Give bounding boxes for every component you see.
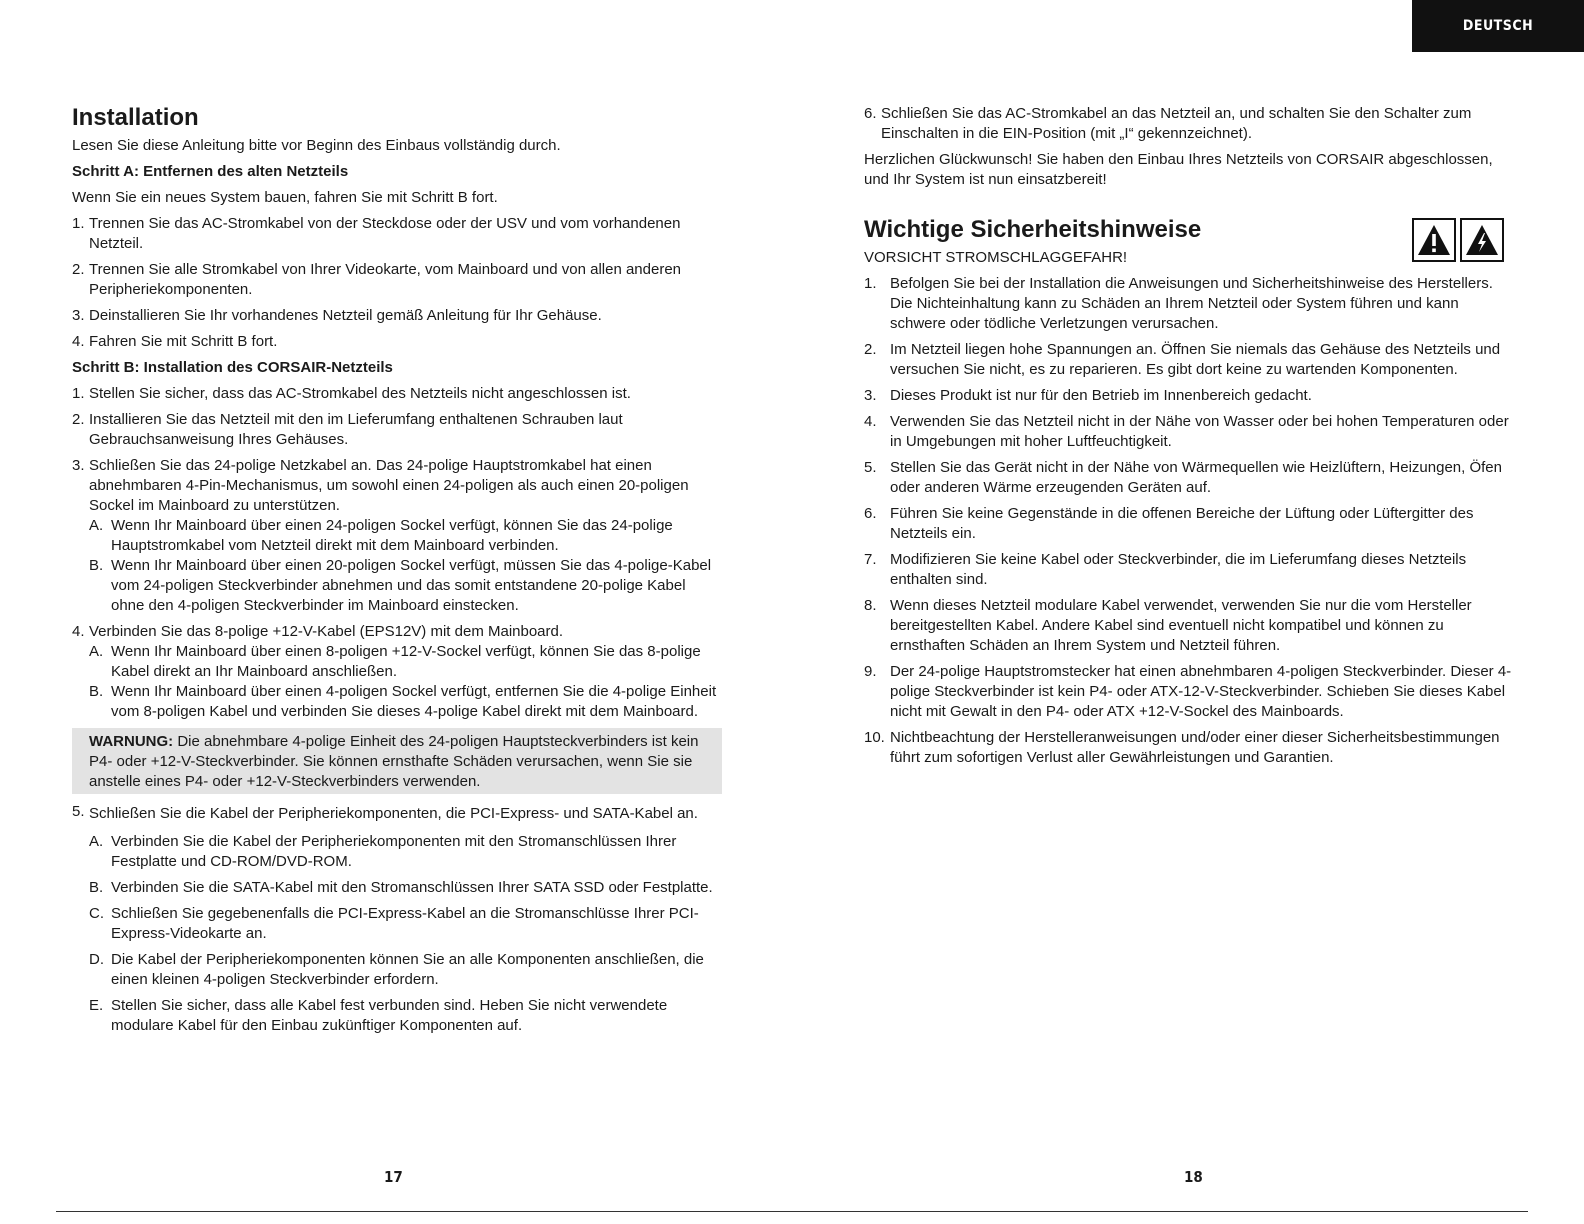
sublist-item: A. Wenn Ihr Mainboard über einen 8-poligen +12-V-Sockel verfügt, können Sie das 8-polige Kabel direkt an Ihr Mainboard anschließen. <box>89 643 701 680</box>
step-a-list <box>72 214 722 352</box>
sublist <box>89 642 722 722</box>
warning-text: Die abnehmbare 4-polige Einheit des 24-poligen Hauptsteckverbinders ist kein P4- oder +12-V-Steckverbinder. Sie können ernsthafte Schäden verursachen, wenn Sie sie anstelle eines P4- oder +12-V-Steckverbinders verwenden. <box>89 733 699 790</box>
sublist-item: E. Stellen Sie sicher, dass alle Kabel fest verbunden sind. Heben Sie nicht verwendete modulare Kabel für den Einbau zukünftiger Komponenten auf. <box>89 997 668 1034</box>
step-b-list <box>72 384 722 722</box>
safety-title: Wichtige Sicherheitshinweise <box>864 216 1202 243</box>
list-item: 6. Schließen Sie das AC-Stromkabel an das Netzteil an, und schalten Sie den Schalter zum Einschalten in die EIN-Position (mit „I“ gekennzeichnet). <box>864 105 1472 142</box>
list-item: 2. Im Netzteil liegen hohe Spannungen an. Öffnen Sie niemals das Gehäuse des Netzteils und versuchen Sie nicht, es zu reparieren. Es gibt dort keine zu wartenden Komponenten. <box>864 341 1501 378</box>
list-item: 2. Trennen Sie alle Stromkabel von Ihrer Videokarte, vom Mainboard und von allen anderen Peripheriekomponenten. <box>72 261 682 298</box>
list-item: 5. Schließen Sie die Kabel der Peripheriekomponenten, die PCI-Express- und SATA-Kabel an. A. Verbinden Sie die Kabel der Peripheriekomponenten mit den Stromanschlüssen Ihrer Festplatte und CD-ROM/DVD-ROM. B. Verbinden Sie die SATA-Kabel mit den Stromanschlüssen Ihrer SATA SSD oder Festplatte. C. Schließen Sie gegebenenfalls die PCI-Express-Kabel an die Stromanschlüsse Ihrer PCI-Express-Videokarte an. D. Die Kabel der Peripheriekomponenten können Sie an alle Komponenten anschließen, die einen kleinen 4-poligen Steckverbinder erfordern. E. Stellen Sie sicher, dass alle Kabel fest verbunden sind. Heben Sie nicht verwendete modulare Kabel für den Einbau zukünftiger Komponenten auf. <box>72 802 722 1036</box>
step-b-heading: Schritt B: Installation des CORSAIR-Netzteils <box>72 359 393 376</box>
list-item: 4. Fahren Sie mit Schritt B fort. <box>72 333 278 350</box>
sublist-item: B. Wenn Ihr Mainboard über einen 20-poligen Sockel verfügt, müssen Sie das 4-polige-Kabel vom 24-poligen Steckverbinder abnehmen und das somit entstandene 20-polige Kabel ohne den 4-poligen Steckverbinder im Mainboard einstecken. <box>89 557 712 614</box>
page-number-right: 18 <box>1184 1168 1203 1186</box>
list-item: 9. Der 24-polige Hauptstromstecker hat einen abnehmbaren 4-poligen Steckverbinder. Dieser 4-polige Steckverbinder ist kein P4- oder ATX-12-V-Steckverbinder. Schieben Sie dieses Kabel nicht mit Gewalt in den P4- oder ATX +12-V-Sockel des Mainboards. <box>864 663 1512 720</box>
list-item: 5. Stellen Sie das Gerät nicht in der Nähe von Wärmequellen wie Heizlüftern, Heizungen, Öfen oder anderen Wärme erzeugenden Geräten auf. <box>864 459 1502 496</box>
right-page-column <box>864 104 1514 774</box>
list-item: 2. Installieren Sie das Netzteil mit den im Lieferumfang enthaltenen Schrauben laut Gebrauchsanweisung Ihres Gehäuses. <box>72 411 623 448</box>
list-item: 10. Nichtbeachtung der Herstelleranweisungen und/oder einer dieser Sicherheitsbestimmungen führt zum sofortigen Verlust aller Gewährleistungen und Garantien. <box>864 729 1500 766</box>
warning-box <box>72 728 722 794</box>
step-b-list-cont <box>72 802 722 1036</box>
sublist <box>89 832 722 1036</box>
language-tab <box>1412 0 1584 52</box>
list-item: 4. Verbinden Sie das 8-polige +12-V-Kabel (EPS12V) mit dem Mainboard. A. Wenn Ihr Mainboard über einen 8-poligen +12-V-Sockel verfügt, können Sie das 8-polige Kabel direkt an Ihr Mainboard anschließen. B. Wenn Ihr Mainboard über einen 4-poligen Sockel verfügt, entfernen Sie die 4-polige Einheit vom 8-poligen Kabel und verbinden Sie dieses 4-polige Kabel direkt mit dem Mainboard. <box>72 622 722 722</box>
list-item: 1. Trennen Sie das AC-Stromkabel von der Steckdose oder der USV und vom vorhandenen Netzteil. <box>72 215 681 252</box>
electric-shock-icon <box>1460 218 1504 262</box>
footer-divider <box>56 1211 1528 1212</box>
safety-icons <box>1412 218 1504 262</box>
warning-label: WARNUNG: <box>89 733 174 750</box>
step-b-list-end <box>864 104 1514 144</box>
list-item: 3. Dieses Produkt ist nur für den Betrieb im Innenbereich gedacht. <box>864 387 1312 404</box>
page-number-left: 17 <box>384 1168 403 1186</box>
sublist-item: A. Verbinden Sie die Kabel der Peripheriekomponenten mit den Stromanschlüssen Ihrer Festplatte und CD-ROM/DVD-ROM. <box>89 833 677 870</box>
sublist-item: B. Wenn Ihr Mainboard über einen 4-poligen Sockel verfügt, entfernen Sie die 4-polige Einheit vom 8-poligen Kabel und verbinden Sie dieses 4-polige Kabel direkt mit dem Mainboard. <box>89 683 717 720</box>
sublist-item: A. Wenn Ihr Mainboard über einen 24-poligen Sockel verfügt, können Sie das 24-polige Hauptstromkabel vom Netzteil direkt mit dem Mainboard verbinden. <box>89 517 673 554</box>
list-item: 3. Deinstallieren Sie Ihr vorhandenes Netzteil gemäß Anleitung für Ihr Gehäuse. <box>72 307 602 324</box>
list-item: 6. Führen Sie keine Gegenstände in die offenen Bereiche der Lüftung oder Lüftergitter des Netzteils ein. <box>864 505 1474 542</box>
sublist <box>89 516 722 616</box>
sublist-item: B. Verbinden Sie die SATA-Kabel mit den Stromanschlüssen Ihrer SATA SSD oder Festplatte. <box>89 879 713 896</box>
left-page-column <box>72 104 722 1042</box>
warning-triangle-icon <box>1412 218 1456 262</box>
list-item: 8. Wenn dieses Netzteil modulare Kabel verwendet, verwenden Sie nur die vom Hersteller bereitgestellten Kabel. Andere Kabel sind eventuell nicht kompatibel und können zu ernsthaften Schäden an Ihrem System und Netzteil führen. <box>864 597 1472 654</box>
list-item: 1. Befolgen Sie bei der Installation die Anweisungen und Sicherheitshinweise des Herstellers. Die Nichteinhaltung kann zu Schäden an Ihrem Netzteil oder System führen und kann schwere oder tödliche Verletzungen verursachen. <box>864 275 1493 332</box>
step-a-note: Wenn Sie ein neues System bauen, fahren Sie mit Schritt B fort. <box>72 189 498 206</box>
sublist-item: C. Schließen Sie gegebenenfalls die PCI-Express-Kabel an die Stromanschlüsse Ihrer PCI-Express-Videokarte an. <box>89 905 699 942</box>
language-label: DEUTSCH <box>1462 18 1534 34</box>
list-item: 3. Schließen Sie das 24-polige Netzkabel an. Das 24-polige Hauptstromkabel hat einen abnehmbaren 4-Pin-Mechanismus, um sowohl einen 24-poligen als auch einen 20-poligen Sockel im Mainboard zu unterstützen. A. Wenn Ihr Mainboard über einen 24-poligen Sockel verfügt, können Sie das 24-polige Hauptstromkabel vom Netzteil direkt mit dem Mainboard verbinden. B. Wenn Ihr Mainboard über einen 20-poligen Sockel verfügt, müssen Sie das 4-polige-Kabel vom 24-poligen Steckverbinder abnehmen und das somit entstandene 20-polige Kabel ohne den 4-poligen Steckverbinder im Mainboard einstecken. <box>72 456 722 616</box>
list-item: 4. Verwenden Sie das Netzteil nicht in der Nähe von Wasser oder bei hohen Temperaturen oder in Umgebungen mit hoher Luftfeuchtigkeit. <box>864 413 1509 450</box>
list-item: 1. Stellen Sie sicher, dass das AC-Stromkabel des Netzteils nicht angeschlossen ist. <box>72 385 631 402</box>
safety-caution: VORSICHT STROMSCHLAGGEFAHR! <box>864 249 1128 266</box>
installation-title: Installation <box>72 104 199 131</box>
installation-intro: Lesen Sie diese Anleitung bitte vor Beginn des Einbaus vollständig durch. <box>72 137 561 154</box>
step-a-heading: Schritt A: Entfernen des alten Netzteils <box>72 163 349 180</box>
sublist-item: D. Die Kabel der Peripheriekomponenten können Sie an alle Komponenten anschließen, die einen kleinen 4-poligen Steckverbinder erfordern. <box>89 951 704 988</box>
safety-list <box>864 274 1514 768</box>
congrats-text: Herzlichen Glückwunsch! Sie haben den Einbau Ihres Netzteils von CORSAIR abgeschlossen, und Ihr System ist nun einsatzbereit! <box>864 151 1493 188</box>
list-item: 7. Modifizieren Sie keine Kabel oder Steckverbinder, die im Lieferumfang dieses Netzteils enthalten sind. <box>864 551 1467 588</box>
